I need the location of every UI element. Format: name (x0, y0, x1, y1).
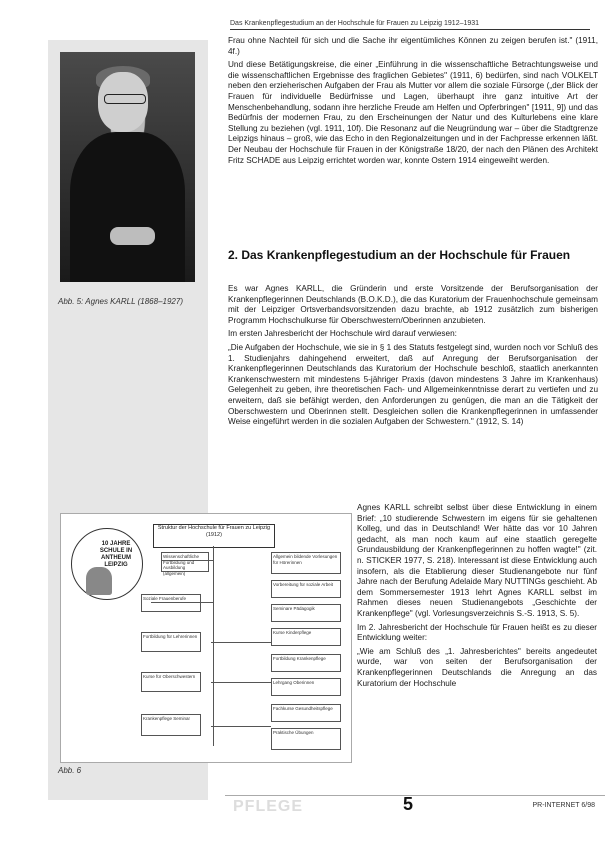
paragraph: Es war Agnes KARLL, die Gründerin und erste Vorsitzende der Berufsorganisation der Krankenpflegerinnen Deutschlands (B.O.K.D.), die das Kuratorium der Frauenhochschule gemeinsam mit der Leipziger Ortsverbandsvorsitzenden dazu brachte, ab 1912 zusätzlich zum bisherigen Programm Hochschulkurse für Oberschwestern/Oberinnen anzubieten. (228, 284, 598, 325)
paragraph: Agnes KARLL schreibt selbst über diese Entwicklung in einem Brief: „10 studierende Schwestern im eigens für sie gehaltenen Kolleg, und das in Deutschland! Wer hätte das vor 10 Jahren gedacht, als man noch kaum auf eine staatlich geregelte Grundausbildung der Krankenpflegerinnen zu hoffen wagte!" (zit. n. STICKER 1977, S. 218). Interessant ist diese Entwicklung auch insofern, als die Etablierung dieser Studienangebote nur fünf Jahre nach der Berufung Adelaide Mary NUTTINGs geschieht. Ab dem Sommersemester 1913 lehrt Agnes KARLL selbst im Rahmen dieses neuen Studienangebots „Geschichte der Krankenpflege" (vgl. Vorlesungsverzeichnis S.-S. 1913, S. 5). (357, 503, 597, 618)
chart-box: Krankenpflege Seminar (141, 714, 201, 736)
quote-paragraph: „Die Aufgaben der Hochschule, wie sie in § 1 des Statuts festgelegt sind, wurden noch vor Schluß des 1. Studienjahrs dahingehend erweitert, daß auf Anregung der Berufsorganisation der Krankenpflegerinnen Deutschlands das Kuratorium der Hochschule beschloß, staatlich anerkannten Krankenschwestern mit mindestens 5-jähriger Praxis (davon mindestens 3 Jahre im Krankenhaus) Gelegenheit zu geben, ihre theoretischen Fach- und Allgemeinkenntnisse derart zu vertiefen und zu erweitern, daß sie befähigt werden, den Anforderungen zu genügen, die man an die Tätigkeit der Oberschwestern und Oberinnen stellt. Desgleichen sollen die Krankenpflegerinnen in umfassender Weise eingeführt werden in die sozialen Aufgaben der Schwestern." (1912, S. 14) (228, 342, 598, 427)
running-head: Das Krankenpflegestudium an der Hochschule für Frauen zu Leipzig 1912–1931 (230, 20, 590, 30)
structure-chart-figure (60, 513, 352, 763)
magazine-name: PFLEGE (233, 798, 304, 815)
section-heading: 2. Das Krankenpflegestudium an der Hochschule für Frauen (228, 248, 571, 262)
text-column-narrow (357, 503, 597, 692)
chart-box: Seminare Pädagogik (271, 604, 341, 622)
text-column-top (228, 36, 598, 169)
chart-connector (213, 546, 214, 746)
page-number: 5 (403, 794, 414, 814)
emblem-text: 10 JAHRE SCHULE IN ANTHEUM LEIPZIG (99, 541, 133, 568)
portrait-glasses (104, 94, 146, 104)
chart-box: Vorbereitung für soziale Arbeit (271, 580, 341, 598)
issue-label: PR-INTERNET 6/98 (532, 802, 595, 809)
chart-connector (211, 642, 271, 643)
chart-box: Wissenschaftliche Fortbildung und Ausbildung (allgemein) (161, 552, 209, 572)
chart-box: Fortbildung für Lehrerinnen (141, 632, 201, 652)
chart-title-box: Struktur der Hochschule für Frauen zu Leipzig (1912) (153, 524, 275, 548)
portrait-photo (60, 52, 195, 282)
chart-box: Kurse Kinderpflege (271, 628, 341, 646)
portrait-hands (110, 227, 155, 245)
paragraph: Im ersten Jahresbericht der Hochschule wird darauf verwiesen: (228, 329, 457, 339)
chart-connector (211, 682, 271, 683)
chart-box: Fortbildung Krankenpflege (271, 654, 341, 672)
chart-connector (211, 726, 271, 727)
portrait-body (70, 132, 185, 282)
paragraph: Frau ohne Nachteil für sich und die Sache ihr eigentümliches Können zu zeigen berufen ist." (1911, 4f.) (228, 36, 598, 56)
emblem-circle (71, 528, 143, 600)
paragraph: Im 2. Jahresbericht der Hochschule für Frauen heißt es zu dieser Entwicklung weiter: (357, 622, 597, 643)
chart-box: Soziale Frauenberufe (141, 594, 201, 612)
chart-box: Lehrgang Oberinnen (271, 678, 341, 696)
chart-box: Kurse für Oberschwestern (141, 672, 201, 692)
figure-6-caption: Abb. 6 (58, 766, 82, 775)
page-footer (225, 795, 605, 816)
chart-box: Fachkurse Gesundheitspflege (271, 704, 341, 722)
chart-box: Allgemein bildende Vorlesungen für Hörerinnen (271, 552, 341, 574)
paragraph: Und diese Betätigungskreise, die einer „Einführung in die wissenschaftliche Betrachtungsweise und die wissenschaftlichen Ergebnisse des fraglichen Gebietes" (1911, 6) bedürfen, sind nach VOLKELT neben den erzieherischen Aufgaben der Frau als Mutter vor allem die soziale Fürsorge („der Blick der Frauen für individuelle Bedürfnisse und Lagen, überhaupt ihre ganz intuitive Art der Menschenbehandlung, sodann ihre herzliche Freude am Helfen und Opferbringen" [1911, 9]) und das Bedürfnis der modernen Frau, zu den Erscheinungen der Natur und des Kulturlebens eine klare Stellung zu beziehen (vgl. 1911, 10f). Die Resonanz auf die Neugründung war – über die Stadtgrenze Leipzigs hinaus – groß, wie das Echo in den Regionalzeitungen und in der Fachpresse erkennen läßt. Der Neubau der Hochschule für Frauen in der Königstraße 18/20, der nach den Plänen des Architekt Fritz SCHADE aus Leipzig errichtet worden war, konnte Ostern 1914 eingeweiht werden. (228, 60, 598, 165)
quote-paragraph: „Wie am Schluß des „1. Jahresberichtes" bereits angedeutet wurde, war von seiten der Berufsorganisation der Krankenpflegerinnen Deutschlands die Anregung an das Kuratorium der Hochschule (357, 646, 597, 688)
text-column-middle (228, 284, 598, 431)
emblem-figure-sketch (86, 567, 112, 595)
figure-5-caption: Abb. 5: Agnes KARLL (1868–1927) (58, 297, 183, 306)
chart-box: Praktische Übungen (271, 728, 341, 750)
